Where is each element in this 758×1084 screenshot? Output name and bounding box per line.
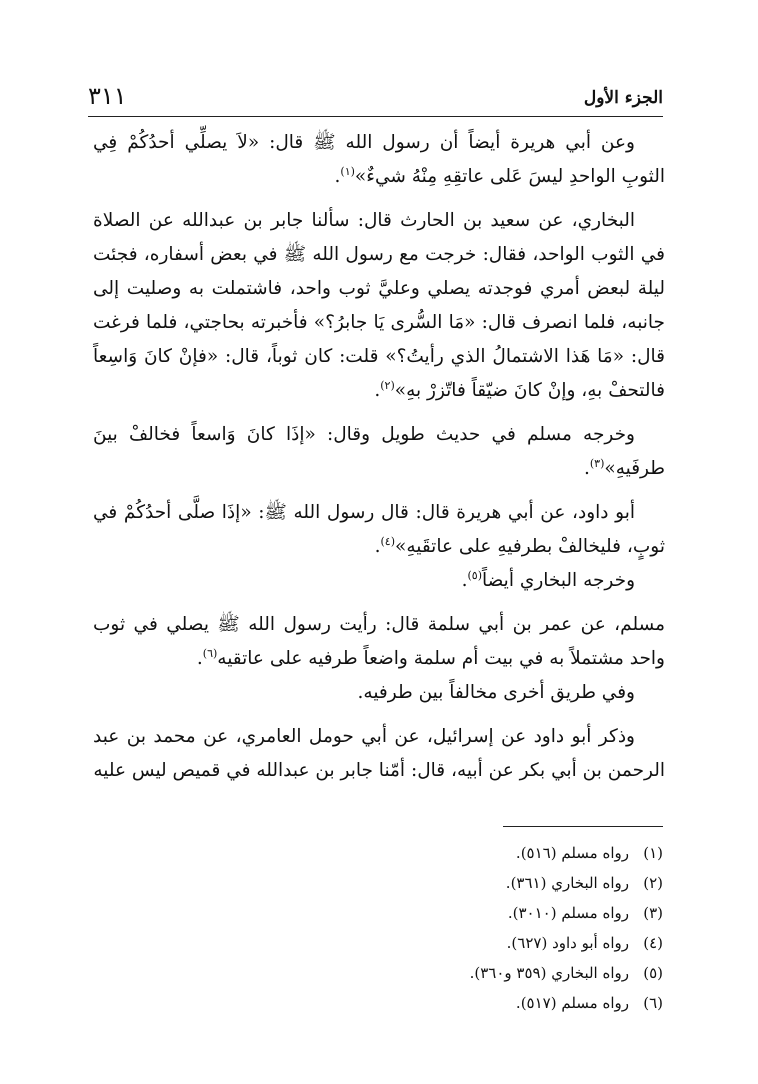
footnote: (٤) رواه أبو داود (٦٢٧). bbox=[506, 934, 663, 952]
footnote: (٦) رواه مسلم (٥١٧). bbox=[515, 994, 663, 1012]
footnotes bbox=[263, 838, 663, 1018]
main-text bbox=[93, 126, 665, 798]
running-title: الجزء الأول bbox=[583, 88, 663, 108]
footnote: (٢) رواه البخاري (٣٦١). bbox=[505, 874, 663, 892]
paragraph: وذكر أبو داود عن إسرائيل، عن أبي حومل العامري، عن محمد بن عبد الرحمن بن أبي بكر عن أبيه، قال: أمّنا جابر بن عبدالله في قميص ليس عليه bbox=[93, 726, 665, 781]
page-header bbox=[88, 82, 663, 117]
paragraph: وفي طريق أخرى مخالفاً بين طرفيه. bbox=[357, 682, 635, 703]
page-number: ٣١١ bbox=[88, 82, 127, 110]
footnote: (٥) رواه البخاري (٣٥٩ و٣٦٠). bbox=[469, 964, 663, 982]
footnote-ref: (٤) bbox=[380, 534, 395, 548]
paragraph: وخرجه البخاري أيضاً$^{(٥)}$. bbox=[461, 568, 635, 591]
footnote-ref: (٢) bbox=[380, 378, 395, 392]
paragraph: مسلم، عن عمر بن أبي سلمة قال: رأيت رسول الله ﷺ يصلي في ثوب واحد مشتملاً به في بيت أم سلمة واضعاً طرفيه على عاتقيه$^{(٦)}$. bbox=[93, 614, 665, 669]
paragraph: وعن أبي هريرة أيضاً أن رسول الله ﷺ قال: «لاَ يصلِّي أحدُكُمْ فِي الثوبِ الواحدِ ليسَ عَلى عاتقِهِ مِنْهُ شيءٌ»$^{(١)}$. bbox=[93, 132, 665, 187]
footnote-ref: (٥) bbox=[467, 568, 482, 582]
paragraph: أبو داود، عن أبي هريرة قال: قال رسول الله ﷺ: «إذَا صلَّى أحدُكُمْ في ثوبٍ، فليخالفْ بطرفيهِ على عاتقَيهِ»$^{(٤)}$. bbox=[93, 502, 665, 557]
footnote-ref: (١) bbox=[340, 164, 355, 178]
footnote-ref: (٣) bbox=[589, 456, 605, 470]
footnote-divider bbox=[503, 826, 663, 827]
paragraph: وخرجه مسلم في حديث طويل وقال: «إذَا كانَ وَاسعاً فخالفْ بينَ طرفَيهِ»$^{(٣)}$. bbox=[93, 424, 665, 479]
footnote-ref: (٦) bbox=[202, 646, 218, 660]
paragraph: البخاري، عن سعيد بن الحارث قال: سألنا جابر بن عبدالله عن الصلاة في الثوب الواحد، فقال: خرجت مع رسول الله ﷺ في بعض أسفاره، فجئت ليلة لبعض أمري فوجدته يصلي وعليَّ ثوب واحد، فاشتملت به وصليت إلى جانبه، فلما انصرف قال: «مَا السُّرى يَا جابرُ؟» فأخبرته بحاجتي، فلما فرغت قال: «مَا هَذا الاشتمالُ الذي رأيتُ؟» قلت: كان ثوباً، قال: «فإنْ كانَ وَاسِعاً فالتحفْ بهِ، وإنْ كانَ ضيّقاً فاتّزرْ بهِ»$^{(٢)}$. bbox=[93, 210, 665, 401]
footnote: (٣) رواه مسلم (٣٠١٠). bbox=[507, 904, 663, 922]
footnote: (١) رواه مسلم (٥١٦). bbox=[515, 844, 663, 862]
